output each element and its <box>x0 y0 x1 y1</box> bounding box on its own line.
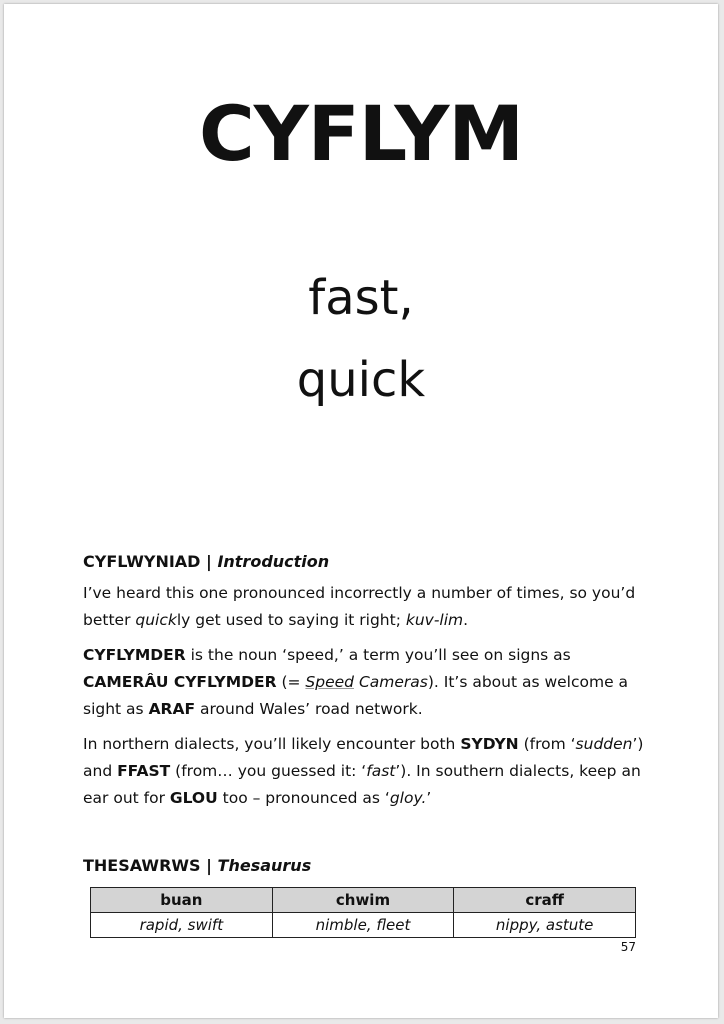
text-span: In northern dialects, you’ll likely encounter both <box>83 735 461 753</box>
text-span: I’ve heard this one pronounced incorrectly a number of times, so you’d better <box>83 584 636 629</box>
text-span: ’). In southern dialects, keep an ear out for <box>83 762 641 807</box>
welsh-word-sydyn: SYDYN <box>460 735 519 753</box>
text-span: (from ‘ <box>518 735 576 753</box>
headword: CYFLYM <box>199 89 523 178</box>
text-span: ). It’s about as welcome a sight as <box>83 673 629 718</box>
introduction-heading <box>83 552 329 571</box>
thesaurus-heading <box>83 856 311 875</box>
welsh-word-cyflymder: CYFLYMDER <box>83 646 186 664</box>
text-span: is the noun ‘speed,’ a term you’ll see on signs as <box>185 646 571 664</box>
text-span: (= <box>276 673 306 691</box>
sudden-italic: sudden <box>575 735 633 753</box>
intro-paragraph-2 <box>83 642 645 723</box>
text-span: too – pronounced as ‘ <box>217 789 390 807</box>
introduction-heading-english: Introduction <box>217 552 330 571</box>
heading-separator: | <box>200 856 218 875</box>
intro-paragraph-1 <box>83 580 645 634</box>
thesaurus-header-row <box>91 888 636 913</box>
book-page <box>4 4 718 1018</box>
table-header-cell: chwim <box>272 888 454 913</box>
text-span: ’) and <box>83 735 644 780</box>
quick-italic: quick <box>135 611 177 629</box>
table-cell: nippy, astute <box>454 913 636 938</box>
text-span: (from… you guessed it: ‘ <box>170 762 367 780</box>
translation-fast: fast, <box>308 270 414 326</box>
thesaurus-gloss-row <box>91 913 636 938</box>
table-cell: nimble, fleet <box>272 913 454 938</box>
table-cell: rapid, swift <box>91 913 273 938</box>
thesaurus-heading-english: Thesaurus <box>217 856 312 875</box>
cameras-italic: Cameras <box>358 673 428 691</box>
thesaurus-table <box>90 887 636 938</box>
introduction-body <box>83 580 645 820</box>
heading-separator: | <box>200 552 218 571</box>
thesaurus-heading-welsh: THESAWRWS <box>83 856 201 875</box>
table-header-cell: buan <box>91 888 273 913</box>
speed-italic: Speed <box>305 673 354 691</box>
gloy-italic: gloy. <box>389 789 427 807</box>
introduction-heading-welsh: CYFLWYNIAD <box>83 552 201 571</box>
text-span: around Wales’ road network. <box>195 700 423 718</box>
table-header-cell: craff <box>454 888 636 913</box>
translation-quick: quick <box>296 352 426 408</box>
text-span: . <box>463 611 469 629</box>
welsh-word-glou: GLOU <box>169 789 218 807</box>
welsh-word-camerau-cyflymder: CAMERÂU CYFLYMDER <box>83 673 277 691</box>
pronunciation: kuv-lim <box>405 611 464 629</box>
fast-italic: fast <box>366 762 396 780</box>
welsh-word-ffast: FFAST <box>117 762 171 780</box>
welsh-word-araf: ARAF <box>148 700 196 718</box>
text-span: ’ <box>426 789 432 807</box>
intro-paragraph-3 <box>83 731 645 812</box>
text-span: ly get used to saying it right; <box>176 611 406 629</box>
page-number: 57 <box>620 940 636 954</box>
